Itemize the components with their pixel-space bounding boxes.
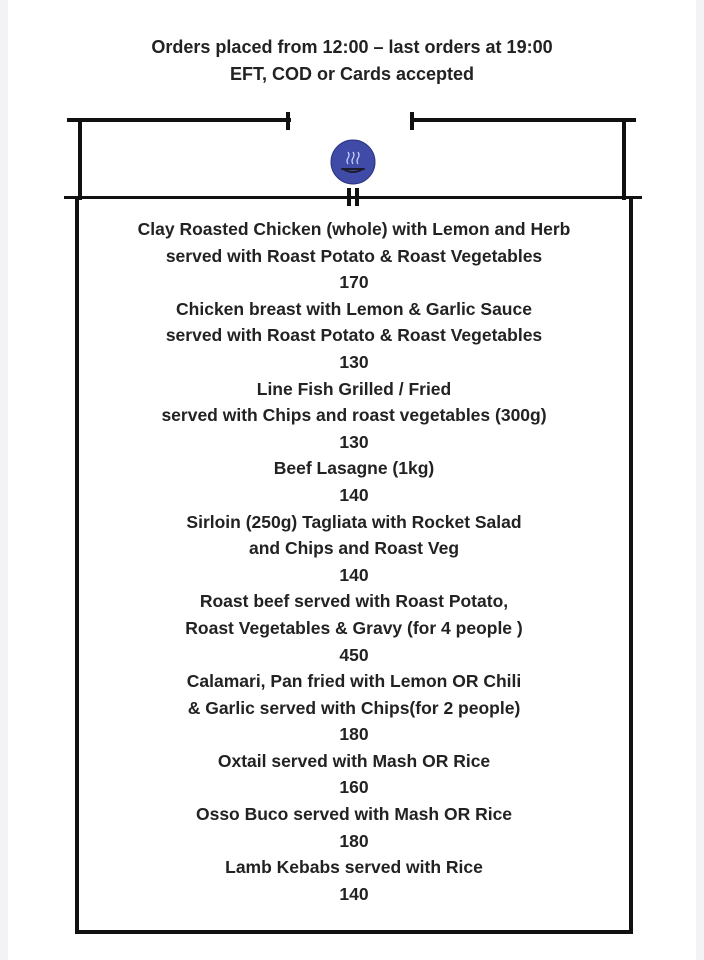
menu-item <box>80 216 628 296</box>
menu-item-price: 140 <box>339 564 369 585</box>
menu-item-line: Oxtail served with Mash OR Rice <box>217 750 491 771</box>
menu-item-line: Lamb Kebabs served with Rice <box>225 857 483 878</box>
frame-top-left-bar <box>67 118 291 122</box>
frame-box-right <box>629 196 633 934</box>
menu-item <box>80 748 628 801</box>
menu-item <box>80 668 628 748</box>
menu-item-price: 170 <box>339 272 369 293</box>
menu-item-line: Sirloin (250g) Tagliata with Rocket Salad <box>186 511 522 532</box>
frame-box-bottom <box>75 930 633 934</box>
menu-item-description <box>80 455 628 482</box>
menu-item-description <box>80 668 628 721</box>
menu-item-line: Roast Vegetables & Gravy (for 4 people ) <box>185 617 523 638</box>
menu-item-description <box>80 748 628 775</box>
menu-item <box>80 376 628 456</box>
menu-item-line: Chicken breast with Lemon & Garlic Sauce <box>176 298 532 319</box>
menu-item-line: served with Chips and roast vegetables (300g) <box>161 405 547 426</box>
frame-upper-right-post <box>622 118 626 200</box>
menu-item-price: 130 <box>339 351 369 372</box>
frame-box-left <box>75 196 79 934</box>
menu-item-price: 450 <box>339 644 369 665</box>
frame-middle-bar <box>64 196 642 199</box>
menu-item <box>80 588 628 668</box>
menu-item-price: 140 <box>339 883 369 904</box>
frame-upper-left-post <box>78 118 82 200</box>
menu-item-line: and Chips and Roast Veg <box>248 538 460 559</box>
menu-item-price: 180 <box>339 724 369 745</box>
menu-item-description <box>80 854 628 881</box>
menu-item-line: Calamari, Pan fried with Lemon OR Chili <box>186 671 522 692</box>
frame-top-right-tick <box>410 112 414 130</box>
menu-item-description <box>80 216 628 269</box>
menu-item-line: Beef Lasagne (1kg) <box>273 458 435 479</box>
menu-item-line: served with Roast Potato & Roast Vegetables <box>165 245 543 266</box>
ordering-hours: Orders placed from 12:00 – last orders at 19:00 <box>151 37 553 57</box>
frame-middle-tick-left <box>347 188 351 206</box>
menu-item-price: 180 <box>339 830 369 851</box>
pot-steam-icon <box>330 139 376 185</box>
menu-item-description <box>80 509 628 562</box>
menu-item-description <box>80 296 628 349</box>
menu-item-line: Osso Buco served with Mash OR Rice <box>195 804 513 825</box>
menu-item <box>80 801 628 854</box>
menu-item <box>80 509 628 589</box>
menu-item <box>80 455 628 508</box>
menu-item <box>80 854 628 907</box>
menu-item-price: 130 <box>339 431 369 452</box>
frame-top-left-tick <box>286 112 290 130</box>
menu-list <box>80 216 628 907</box>
ordering-info <box>0 34 704 88</box>
frame-middle-tick-right <box>355 188 359 206</box>
menu-item-price: 160 <box>339 777 369 798</box>
menu-item-price: 140 <box>339 484 369 505</box>
menu-item-line: Clay Roasted Chicken (whole) with Lemon and Herb <box>137 219 571 239</box>
menu-item-description <box>80 801 628 828</box>
menu-item-line: Roast beef served with Roast Potato, <box>199 591 509 612</box>
menu-item-description <box>80 588 628 641</box>
payment-methods: EFT, COD or Cards accepted <box>229 64 475 84</box>
frame-top-right-bar <box>410 118 636 122</box>
menu-item <box>80 296 628 376</box>
menu-item-line: Line Fish Grilled / Fried <box>256 378 452 399</box>
menu-item-description <box>80 376 628 429</box>
menu-item-line: served with Roast Potato & Roast Vegetables <box>165 325 543 346</box>
menu-item-line: & Garlic served with Chips(for 2 people) <box>187 697 521 718</box>
